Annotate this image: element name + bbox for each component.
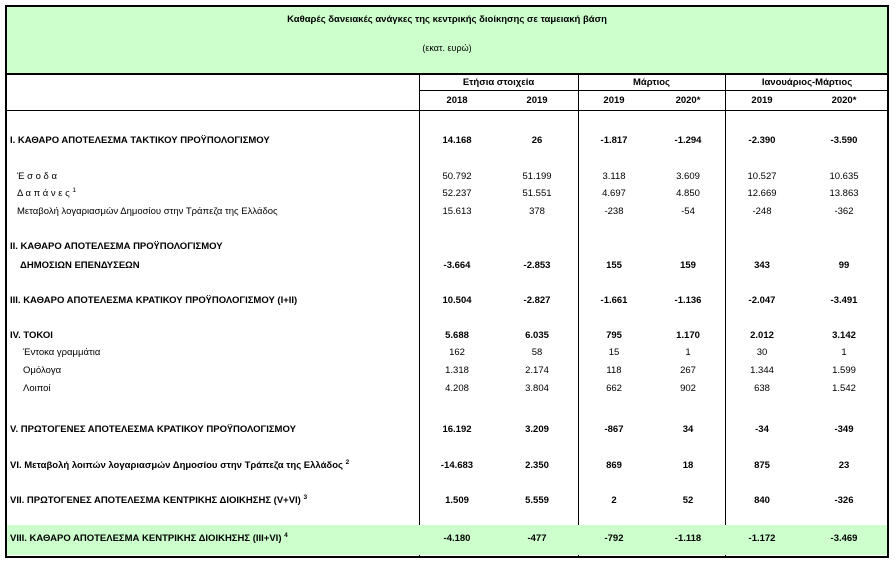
row-label: II. ΚΑΘΑΡΟ ΑΠΟΤΕΛΕΣΜΑ ΠΡΟΫΠΟΛΟΓΙΣΜΟΥ [10,241,223,252]
cell: 2.350 [525,460,549,471]
cell: 1.344 [750,365,774,376]
row-label: Έντοκα γραμμάτια [23,347,101,358]
cell: 1.318 [445,365,469,376]
row-label: Έ σ ο δ α [17,171,57,182]
cell: -326 [834,495,854,506]
year-header: 2019 [603,95,625,106]
cell: -867 [604,424,624,435]
cell: -477 [527,533,547,544]
row-label: III. ΚΑΘΑΡΟ ΑΠΟΤΕΛΕΣΜΑ ΚΡΑΤΙΚΟΥ ΠΡΟΫΠΟΛΟΓΙΣΜΟΥ (I+II) [10,295,298,306]
cell: 4.697 [602,188,626,199]
cell: -2.827 [523,295,551,306]
cell: -3.469 [830,533,858,544]
cell: 15 [608,347,620,358]
row-label: ΔΗΜΟΣΙΩΝ ΕΠΕΝΔΥΣΕΩΝ [20,260,140,271]
row-label [10,460,349,471]
cell: 2 [611,495,617,506]
cell: 3.609 [676,171,700,182]
cell: 869 [606,460,622,471]
table-row [7,460,887,474]
row-label-text: VIII. ΚΑΘΑΡΟ ΑΠΟΤΕΛΕΣΜΑ ΚΕΝΤΡΙΚΗΣ ΔΙΟΙΚΗΣΗΣ (III+VI) [10,533,282,544]
table-row [7,188,887,202]
cell: 52 [682,495,694,506]
cell: 3.142 [832,330,856,341]
cell: 58 [531,347,543,358]
cell: 1.542 [832,383,856,394]
table-subtitle: (εκατ. ευρώ) [422,43,472,53]
cell: 6.035 [525,330,549,341]
cell: 1 [685,347,691,358]
row-label: I. ΚΑΘΑΡΟ ΑΠΟΤΕΛΕΣΜΑ ΤΑΚΤΙΚΟΥ ΠΡΟΫΠΟΛΟΓΙΣΜΟΥ [10,135,270,146]
table-row-highlighted [7,525,887,555]
cell: 34 [682,424,694,435]
header-divider [7,110,889,111]
cell: 3.118 [602,171,626,182]
table-title: Καθαρές δανειακές ανάγκες της κεντρικής διοίκησης σε ταμειακή βάση [287,14,607,25]
cell: 875 [754,460,770,471]
cell: 1.509 [445,495,469,506]
table-row [7,241,887,255]
cell: 162 [449,347,465,358]
table-row [7,495,887,509]
table-row [7,206,887,220]
report-table [5,5,889,558]
cell: -2.390 [748,135,776,146]
row-label-text: VI. Μεταβολή λοιπών λογαριασμών Δημοσίου στην Τράπεζα της Ελλάδος [10,460,343,471]
row-label: V. ΠΡΩΤΟΓΕΝΕΣ ΑΠΟΤΕΛΕΣΜΑ ΚΡΑΤΙΚΟΥ ΠΡΟΫΠΟΛΟΓΙΣΜΟΥ [10,424,296,435]
cell: 3.209 [525,424,549,435]
cell: 2.174 [525,365,549,376]
group-divider [419,90,889,91]
table-row [7,135,887,149]
cell: -1.661 [600,295,628,306]
cell: 99 [838,260,850,271]
row-label-text: VII. ΠΡΩΤΟΓΕΝΕΣ ΑΠΟΤΕΛΕΣΜΑ ΚΕΝΤΡΙΚΗΣ ΔΙΟΙΚΗΣΗΣ (V+VI) [10,495,301,506]
row-label: IV. ΤΟΚΟΙ [10,330,53,341]
footnote-marker: 4 [284,532,288,539]
cell: 155 [606,260,622,271]
cell: 51.551 [522,188,552,199]
cell: 378 [529,206,545,217]
group-header-jan-march: Ιανουάριος-Μάρτιος [761,77,853,88]
table-row [7,260,887,274]
cell: -4.180 [443,533,471,544]
cell: 51.199 [522,171,552,182]
cell: 2.012 [750,330,774,341]
group-header-march: Μάρτιος [633,77,670,88]
cell: 23 [838,460,850,471]
cell: 343 [754,260,770,271]
row-label [10,495,307,506]
cell: 795 [606,330,622,341]
cell: 10.504 [442,295,472,306]
row-label: Λοιποί [23,383,51,394]
cell: 1 [841,347,847,358]
cell: 159 [680,260,696,271]
cell: -2.047 [748,295,776,306]
cell: -238 [604,206,624,217]
cell: -1.294 [674,135,702,146]
cell: -1.172 [748,533,776,544]
cell: -14.683 [440,460,474,471]
cell: 12.669 [747,188,777,199]
cell: 5.559 [525,495,549,506]
cell: 3.804 [525,383,549,394]
cell: 14.168 [442,135,472,146]
table-row [7,424,887,438]
cell: 4.208 [445,383,469,394]
year-header: 2020* [675,95,701,106]
cell: 26 [531,135,543,146]
cell: -3.664 [443,260,471,271]
cell: 902 [680,383,696,394]
year-header: 2019 [751,95,773,106]
table-row [7,347,887,361]
cell: 13.863 [829,188,859,199]
footnote-marker: 2 [345,459,350,466]
title-box [7,7,887,75]
cell: -1.118 [674,533,702,544]
cell: -362 [834,206,854,217]
row-label: Μεταβολή λογαριασμών Δημοσίου στην Τράπεζα της Ελλάδος [17,206,278,217]
cell: -3.491 [830,295,858,306]
cell: 10.635 [829,171,859,182]
cell: 662 [606,383,622,394]
cell: 840 [754,495,770,506]
row-label [10,533,288,544]
cell: 15.613 [442,206,472,217]
cell: -248 [752,206,772,217]
cell: 1.170 [676,330,700,341]
cell: -54 [681,206,695,217]
cell: -3.590 [830,135,858,146]
cell: 1.599 [832,365,856,376]
cell: 118 [606,365,622,376]
year-header: 2020* [831,95,857,106]
cell: 267 [680,365,696,376]
cell: 16.192 [442,424,472,435]
cell: -1.136 [674,295,702,306]
cell: 4.850 [676,188,700,199]
footnote-marker: 1 [72,187,77,194]
table-row [7,365,887,379]
cell: -2.853 [523,260,551,271]
cell: -34 [755,424,769,435]
cell: 638 [754,383,770,394]
table-row [7,383,887,397]
cell: 52.237 [442,188,472,199]
cell: -792 [604,533,624,544]
cell: 18 [682,460,694,471]
cell: 50.792 [442,171,472,182]
row-label: Ομόλογα [23,365,62,376]
year-header: 2018 [446,95,468,106]
cell: -1.817 [600,135,628,146]
group-header-annual: Ετήσια στοιχεία [462,77,535,88]
table-row [7,330,887,344]
cell: 30 [756,347,768,358]
footnote-marker: 3 [303,494,308,501]
cell: 10.527 [747,171,777,182]
cell: 5.688 [445,330,469,341]
table-row [7,171,887,185]
row-label-text: Δ α π ά ν ε ς [17,188,70,199]
table-row [7,295,887,309]
row-label [17,188,76,199]
cell: -349 [834,424,854,435]
year-header: 2019 [526,95,548,106]
